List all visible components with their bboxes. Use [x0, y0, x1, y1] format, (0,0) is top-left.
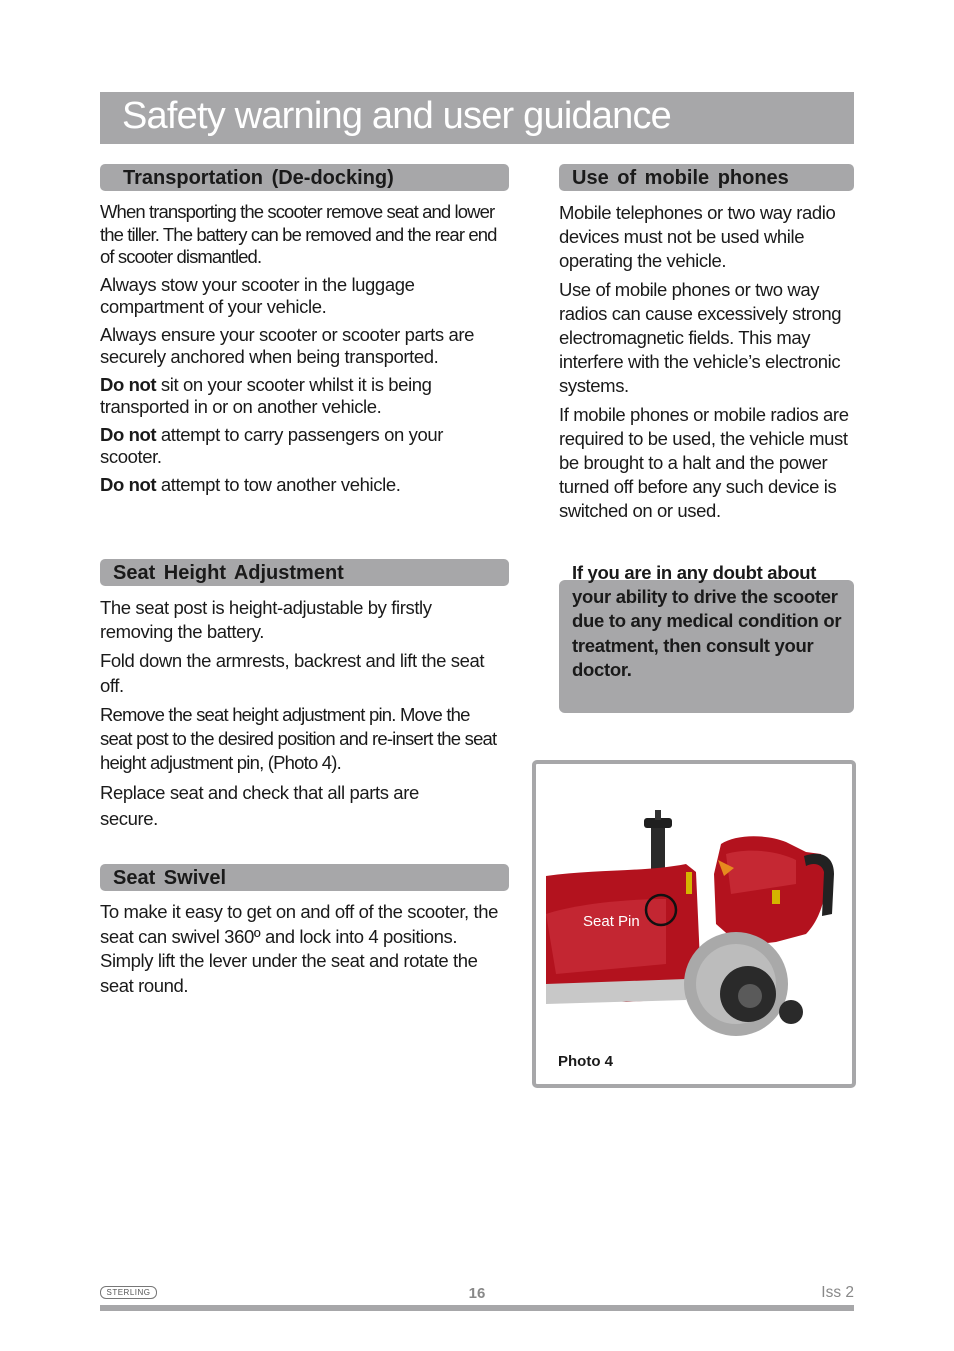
transport-paragraph-6 — [100, 474, 505, 497]
seat-height-paragraph-4: Replace seat and check that all parts are secure. — [100, 782, 419, 830]
transport-warning-1-text: sit on your scooter whilst it is being transported in or on another vehicle. — [100, 373, 432, 417]
transport-paragraph-2: Always stow your scooter in the luggage compartment of your vehicle. — [100, 273, 415, 317]
title-bar — [100, 92, 854, 144]
mobile-paragraph-1: Mobile telephones or two way radio devices must not be used while operating the vehicle. — [559, 202, 836, 272]
scooter-body-highlight — [546, 899, 666, 974]
section-heading-seat-swivel — [100, 864, 509, 891]
anti-tip-wheel — [779, 1000, 803, 1024]
page-title: Safety warning and user guidance — [122, 95, 672, 137]
transport-paragraph-5 — [100, 424, 505, 469]
seat-height-body — [100, 596, 505, 837]
seat-swivel-paragraph-1: To make it easy to get on and off of the scooter, the seat can swivel 360º and lock into 4 positions. Simply lift the lever under the seat and rotate the seat round. — [100, 901, 499, 996]
medical-advice-text: If you are in any doubt about your ability to drive the scooter due to any medical condition or treatment, then consult your doctor. — [572, 562, 842, 680]
photo-4-frame — [532, 760, 856, 1088]
yellow-marker — [686, 872, 692, 894]
section-heading-seat-height — [100, 559, 509, 586]
sterling-logo: STERLING — [100, 1286, 157, 1299]
transport-warning-1-bold: Do not — [100, 373, 157, 395]
seat-pin-label: Seat Pin — [583, 913, 640, 930]
transport-warning-2-text: attempt to carry passengers on your scooter. — [100, 423, 444, 467]
footer-rule — [100, 1305, 854, 1311]
section-heading-mobile-phones — [559, 164, 854, 191]
section-heading-seat-swivel-label: Seat Swivel — [113, 867, 227, 889]
mobile-paragraph-2: Use of mobile phones or two way radios can cause excessively strong electromagnetic fields. This may interfere with the vehicle’s electronic systems. — [559, 278, 842, 397]
section-heading-transportation-label: Transportation (De-docking) — [123, 167, 394, 189]
seat-post-stem — [655, 810, 661, 820]
transportation-body — [100, 201, 505, 501]
mobile-phones-body — [559, 201, 851, 528]
seat-height-paragraph-2: Fold down the armrests, backrest and lift the seat off. — [100, 650, 485, 696]
seat-swivel-body — [100, 900, 505, 1003]
transport-paragraph-1: When transporting the scooter remove seat and lower the tiller. The battery can be removed and the rear end of scooter dismantled. — [100, 201, 497, 267]
section-heading-transportation — [100, 164, 509, 191]
yellow-lever — [772, 890, 780, 904]
transport-paragraph-3: Always ensure your scooter or scooter parts are securely anchored when being transported. — [100, 323, 474, 367]
page-number: 16 — [468, 1285, 486, 1302]
rear-wheel-cap — [738, 984, 762, 1008]
transport-warning-3-text: attempt to tow another vehicle. — [156, 473, 401, 495]
seat-height-paragraph-3: Remove the seat height adjustment pin. Move the seat post to the desired position and re-insert the seat height adjustment pin, (Photo 4). — [100, 703, 497, 774]
seat-height-paragraph-1: The seat post is height-adjustable by firstly removing the battery. — [100, 597, 432, 643]
section-heading-mobile-phones-label: Use of mobile phones — [572, 167, 789, 189]
transport-warning-2-bold: Do not — [100, 423, 157, 445]
transport-paragraph-4 — [100, 374, 505, 419]
section-heading-seat-height-label: Seat Height Adjustment — [113, 562, 344, 584]
mobile-paragraph-3: If mobile phones or mobile radios are required to be used, the vehicle must be brought to a halt and the power turned off before any such device is switched on or used. — [559, 403, 849, 522]
photo-caption: Photo 4 — [558, 1053, 613, 1070]
issue-number: Iss 2 — [821, 1284, 854, 1301]
transport-warning-3-bold: Do not — [100, 473, 157, 495]
